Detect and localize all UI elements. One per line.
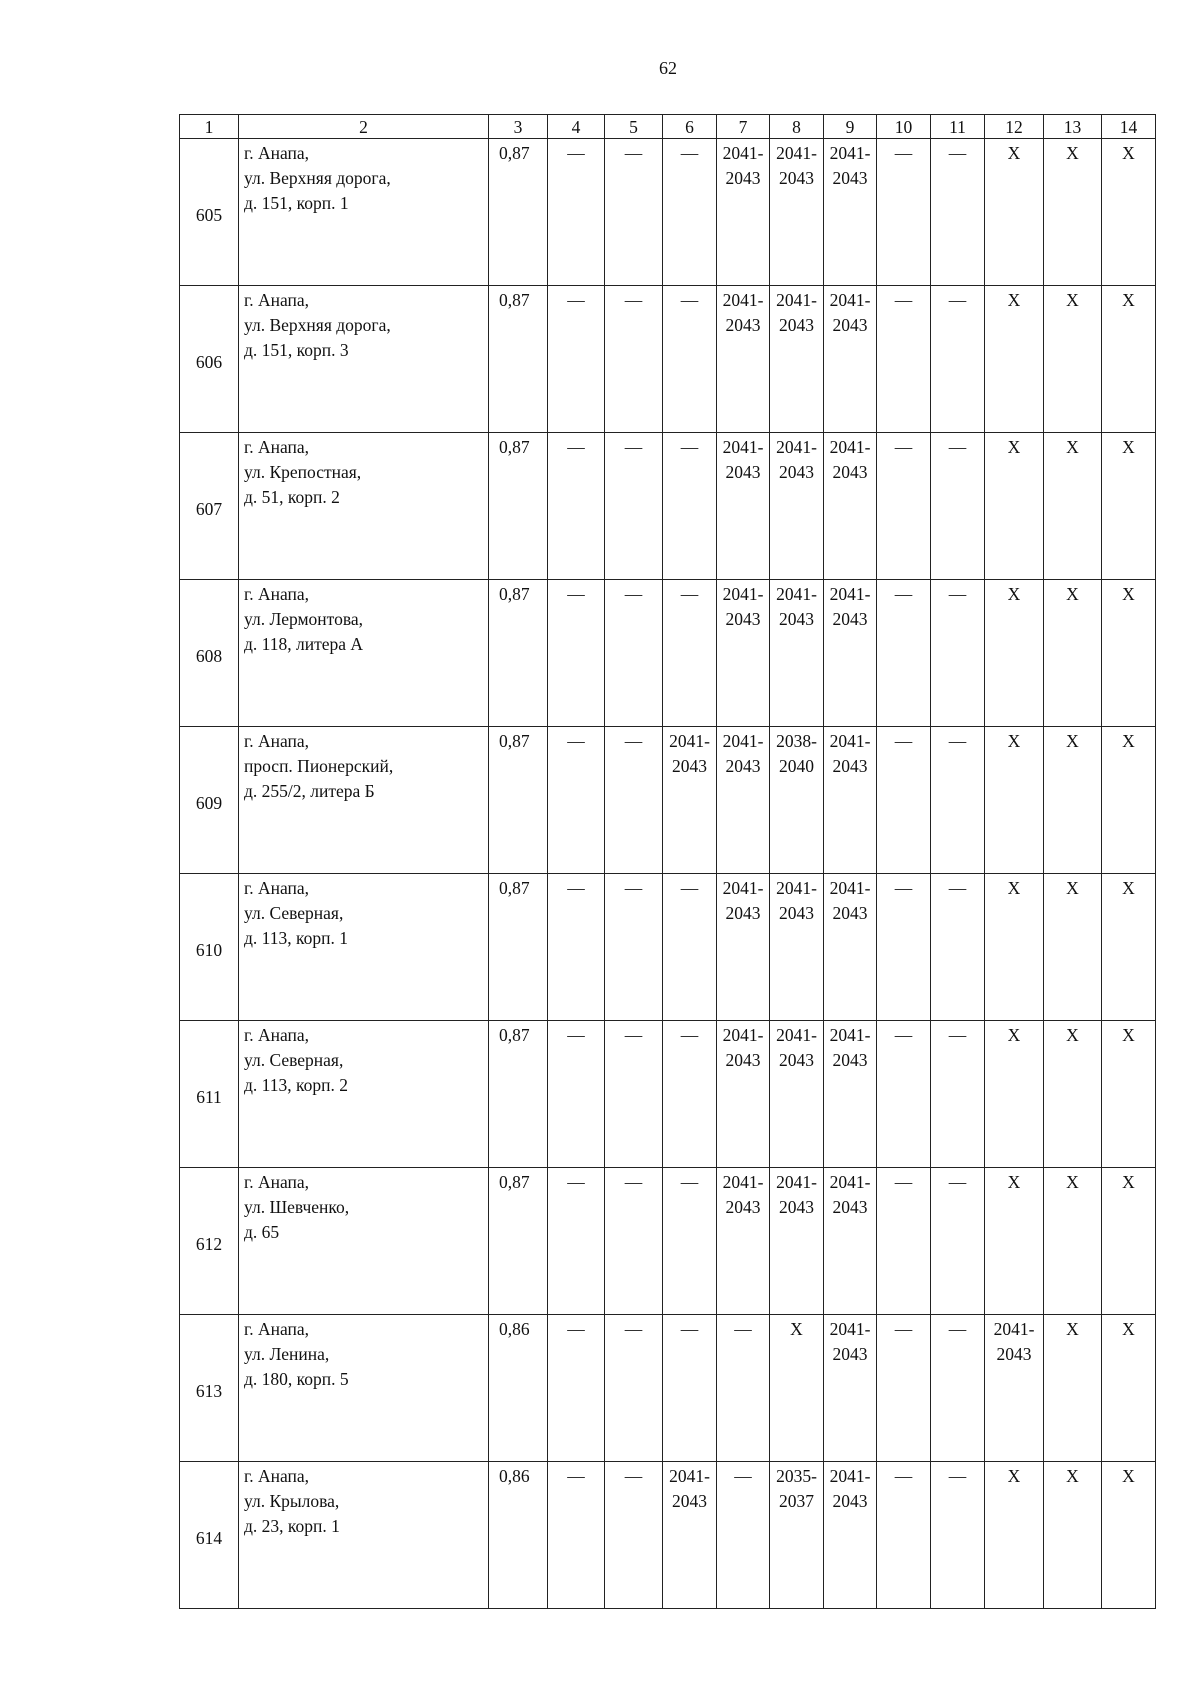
cell-col-13: X (1044, 433, 1102, 580)
row-number-cell (180, 139, 239, 286)
address-line: д. 118, литера А (244, 634, 364, 654)
cell-col-4: — (548, 1462, 605, 1609)
row-number-cell (180, 727, 239, 874)
coefficient-cell: 0,87 (489, 433, 548, 580)
cell-col-10: — (877, 1168, 931, 1315)
cell-col-6: — (663, 1021, 717, 1168)
cell-col-4: — (548, 874, 605, 1021)
address-line: просп. Пионерский, (244, 756, 394, 776)
cell-col-14: X (1102, 1168, 1156, 1315)
cell-col-8 (770, 139, 824, 286)
address-line: ул. Верхняя дорога, (244, 315, 391, 335)
cell-col-9 (824, 580, 877, 727)
cell-line: 2041- (829, 290, 871, 310)
cell-col-7 (717, 433, 770, 580)
cell-line: 2041- (829, 878, 871, 898)
cell-line: 2041- (722, 143, 764, 163)
cell-col-10: — (877, 1462, 931, 1609)
cell-col-7 (717, 580, 770, 727)
cell-col-14: X (1102, 1315, 1156, 1462)
cell-col-5: — (605, 1315, 663, 1462)
cell-col-5: — (605, 286, 663, 433)
row-number: 613 (195, 1380, 223, 1401)
cell-col-7 (717, 874, 770, 1021)
cell-col-9 (824, 1315, 877, 1462)
address-cell (239, 1021, 489, 1168)
row-number: 611 (196, 1086, 222, 1107)
cell-line: 2043 (779, 168, 814, 188)
cell-line: X (1007, 878, 1021, 898)
cell-col-12 (985, 1315, 1044, 1462)
address-cell (239, 580, 489, 727)
cell-line: 2041- (829, 584, 871, 604)
cell-line: 2043 (672, 1491, 707, 1511)
address-line: д. 255/2, литера Б (244, 781, 375, 801)
cell-col-7 (717, 286, 770, 433)
cell-col-14: X (1102, 433, 1156, 580)
cell-line: 2035- (776, 1466, 817, 1486)
cell-line: 2043 (832, 756, 868, 776)
cell-col-12 (985, 1021, 1044, 1168)
cell-col-4: — (548, 1168, 605, 1315)
cell-col-4: — (548, 433, 605, 580)
address-cell (239, 874, 489, 1021)
cell-line: 2041- (722, 290, 764, 310)
cell-col-6: — (663, 286, 717, 433)
cell-line: — (734, 1319, 752, 1339)
cell-col-10: — (877, 139, 931, 286)
cell-col-11: — (931, 727, 985, 874)
cell-line: 2038- (776, 731, 817, 751)
cell-col-9 (824, 433, 877, 580)
address-cell (239, 286, 489, 433)
cell-col-8 (770, 1021, 824, 1168)
column-number-4: 4 (548, 115, 605, 139)
cell-line: X (1007, 1466, 1021, 1486)
cell-col-7 (717, 1315, 770, 1462)
address-cell (239, 1168, 489, 1315)
cell-col-7 (717, 1462, 770, 1609)
cell-col-5: — (605, 727, 663, 874)
cell-col-12 (985, 433, 1044, 580)
address-line: г. Анапа, (244, 584, 310, 604)
cell-col-9 (824, 1168, 877, 1315)
cell-col-7 (717, 139, 770, 286)
cell-line: 2043 (832, 903, 868, 923)
address-line: ул. Крепостная, (244, 462, 362, 482)
cell-line: 2041- (829, 1025, 871, 1045)
column-number-2: 2 (239, 115, 489, 139)
cell-line: 2041- (722, 878, 764, 898)
cell-col-10: — (877, 874, 931, 1021)
row-number-cell (180, 1021, 239, 1168)
cell-line: 2043 (725, 903, 761, 923)
cell-col-11: — (931, 1021, 985, 1168)
address-line: г. Анапа, (244, 143, 310, 163)
cell-line: 2043 (832, 609, 868, 629)
address-line: г. Анапа, (244, 1025, 310, 1045)
address-line: г. Анапа, (244, 878, 310, 898)
cell-col-12 (985, 139, 1044, 286)
cell-col-12 (985, 727, 1044, 874)
row-number: 612 (195, 1233, 223, 1254)
address-line: д. 113, корп. 1 (244, 928, 348, 948)
coefficient-cell: 0,86 (489, 1462, 548, 1609)
cell-line: 2040 (779, 756, 814, 776)
cell-col-7 (717, 1168, 770, 1315)
cell-col-12 (985, 874, 1044, 1021)
cell-col-13: X (1044, 1168, 1102, 1315)
column-number-10: 10 (877, 115, 931, 139)
cell-col-14: X (1102, 580, 1156, 727)
cell-col-9 (824, 727, 877, 874)
cell-col-6: — (663, 580, 717, 727)
address-line: ул. Лермонтова, (244, 609, 363, 629)
cell-line: 2043 (832, 1344, 868, 1364)
cell-col-5: — (605, 874, 663, 1021)
cell-line: 2043 (832, 1491, 868, 1511)
coefficient-cell: 0,87 (489, 1168, 548, 1315)
cell-col-10: — (877, 286, 931, 433)
row-number-cell (180, 1462, 239, 1609)
cell-line: 2043 (832, 462, 868, 482)
cell-line: 2043 (996, 1344, 1032, 1364)
column-number-5: 5 (605, 115, 663, 139)
column-number-8: 8 (770, 115, 824, 139)
cell-line: 2041- (829, 143, 871, 163)
address-cell (239, 1315, 489, 1462)
coefficient-cell: 0,87 (489, 727, 548, 874)
cell-line: 2041- (722, 1172, 764, 1192)
cell-line: 2041- (776, 143, 817, 163)
table-row (180, 433, 1156, 580)
cell-col-7 (717, 727, 770, 874)
cell-col-11: — (931, 433, 985, 580)
cell-col-8 (770, 1315, 824, 1462)
cell-line: 2041- (776, 584, 817, 604)
address-line: д. 113, корп. 2 (244, 1075, 348, 1095)
cell-line: 2043 (725, 1197, 761, 1217)
cell-col-11: — (931, 139, 985, 286)
table-row (180, 1315, 1156, 1462)
cell-col-13: X (1044, 286, 1102, 433)
column-number-row (180, 115, 1156, 139)
cell-line: 2041- (993, 1319, 1035, 1339)
address-cell (239, 433, 489, 580)
cell-col-5: — (605, 1168, 663, 1315)
cell-col-13: X (1044, 1315, 1102, 1462)
cell-line: 2041- (669, 1466, 710, 1486)
cell-col-10: — (877, 433, 931, 580)
cell-col-14: X (1102, 286, 1156, 433)
coefficient-cell: 0,87 (489, 139, 548, 286)
cell-col-8 (770, 1462, 824, 1609)
column-number-6: 6 (663, 115, 717, 139)
row-number: 609 (195, 792, 223, 813)
address-line: г. Анапа, (244, 437, 310, 457)
cell-line: 2041- (829, 1466, 871, 1486)
cell-col-12 (985, 286, 1044, 433)
cell-col-9 (824, 1021, 877, 1168)
cell-col-4: — (548, 286, 605, 433)
address-line: ул. Северная, (244, 903, 344, 923)
cell-line: X (790, 1319, 803, 1339)
cell-line: 2037 (779, 1491, 814, 1511)
cell-line: 2041- (829, 1319, 871, 1339)
cell-col-4: — (548, 727, 605, 874)
table-row (180, 1168, 1156, 1315)
cell-line: — (734, 1466, 752, 1486)
cell-line: X (1007, 437, 1021, 457)
page-number: 62 (659, 58, 677, 78)
cell-col-13: X (1044, 139, 1102, 286)
column-number-11: 11 (931, 115, 985, 139)
address-line: ул. Шевченко, (244, 1197, 350, 1217)
address-line: ул. Ленина, (244, 1344, 330, 1364)
cell-col-6: — (663, 874, 717, 1021)
cell-line: 2041- (776, 290, 817, 310)
address-line: д. 65 (244, 1222, 280, 1242)
cell-line: 2041- (776, 437, 817, 457)
cell-line: 2041- (722, 437, 764, 457)
coefficient-cell: 0,87 (489, 874, 548, 1021)
cell-col-6: — (663, 1168, 717, 1315)
cell-line: 2043 (725, 315, 761, 335)
cell-line: 2043 (779, 903, 814, 923)
cell-line: 2041- (776, 1172, 817, 1192)
address-line: г. Анапа, (244, 290, 310, 310)
cell-col-14: X (1102, 1462, 1156, 1609)
cell-line: 2041- (829, 437, 871, 457)
cell-col-13: X (1044, 727, 1102, 874)
cell-line: 2041- (722, 1025, 764, 1045)
cell-line: 2043 (779, 462, 814, 482)
cell-line: 2043 (779, 609, 814, 629)
cell-col-5: — (605, 1462, 663, 1609)
cell-col-10: — (877, 580, 931, 727)
cell-col-9 (824, 286, 877, 433)
cell-col-6: — (663, 1315, 717, 1462)
column-number-12: 12 (985, 115, 1044, 139)
row-number-cell (180, 874, 239, 1021)
table-row (180, 580, 1156, 727)
column-number-7: 7 (717, 115, 770, 139)
row-number: 607 (195, 498, 223, 519)
address-cell (239, 727, 489, 874)
cell-col-7 (717, 1021, 770, 1168)
cell-col-4: — (548, 139, 605, 286)
cell-line: X (1007, 1172, 1021, 1192)
cell-line: 2041- (669, 731, 710, 751)
address-line: д. 151, корп. 1 (244, 193, 349, 213)
address-cell (239, 139, 489, 286)
cell-col-14: X (1102, 139, 1156, 286)
address-line: ул. Северная, (244, 1050, 344, 1070)
cell-col-14: X (1102, 1021, 1156, 1168)
cell-col-11: — (931, 1462, 985, 1609)
cell-line: 2041- (829, 731, 871, 751)
row-number: 608 (195, 645, 223, 666)
cell-line: 2043 (725, 756, 761, 776)
address-line: д. 23, корп. 1 (244, 1516, 340, 1536)
cell-col-9 (824, 1462, 877, 1609)
cell-col-12 (985, 1462, 1044, 1609)
address-line: д. 51, корп. 2 (244, 487, 340, 507)
cell-col-6 (663, 1462, 717, 1609)
row-number-cell (180, 1315, 239, 1462)
cell-line: 2043 (779, 1050, 814, 1070)
cell-col-8 (770, 874, 824, 1021)
cell-col-4: — (548, 1315, 605, 1462)
cell-col-8 (770, 1168, 824, 1315)
table-row (180, 727, 1156, 874)
cell-line: 2043 (725, 609, 761, 629)
table-row (180, 139, 1156, 286)
table-row (180, 874, 1156, 1021)
cell-line: 2043 (832, 315, 868, 335)
cell-col-4: — (548, 1021, 605, 1168)
cell-col-11: — (931, 580, 985, 727)
row-number: 610 (195, 939, 223, 960)
cell-col-13: X (1044, 1021, 1102, 1168)
cell-line: X (1007, 1025, 1021, 1045)
cell-line: 2043 (725, 1050, 761, 1070)
cell-col-5: — (605, 580, 663, 727)
cell-col-10: — (877, 1021, 931, 1168)
cell-line: 2041- (829, 1172, 871, 1192)
cell-col-6 (663, 727, 717, 874)
table-row (180, 286, 1156, 433)
column-number-13: 13 (1044, 115, 1102, 139)
address-line: г. Анапа, (244, 1172, 310, 1192)
cell-line: 2041- (722, 584, 764, 604)
cell-col-9 (824, 139, 877, 286)
row-number-cell (180, 433, 239, 580)
row-number: 614 (195, 1527, 223, 1548)
cell-col-8 (770, 433, 824, 580)
address-line: г. Анапа, (244, 1319, 310, 1339)
cell-col-6: — (663, 433, 717, 580)
address-line: г. Анапа, (244, 731, 310, 751)
cell-line: X (1007, 143, 1021, 163)
cell-line: 2043 (832, 1050, 868, 1070)
cell-col-8 (770, 727, 824, 874)
cell-line: 2043 (832, 1197, 868, 1217)
cell-col-12 (985, 580, 1044, 727)
cell-line: 2043 (725, 462, 761, 482)
cell-line: X (1007, 584, 1021, 604)
column-number-3: 3 (489, 115, 548, 139)
cell-col-11: — (931, 1168, 985, 1315)
cell-col-4: — (548, 580, 605, 727)
coefficient-cell: 0,87 (489, 286, 548, 433)
registry-table (179, 114, 1156, 1609)
coefficient-cell: 0,87 (489, 1021, 548, 1168)
coefficient-cell: 0,87 (489, 580, 548, 727)
cell-line: 2043 (779, 1197, 814, 1217)
column-number-1: 1 (180, 115, 239, 139)
cell-col-10: — (877, 727, 931, 874)
cell-col-9 (824, 874, 877, 1021)
cell-line: X (1007, 290, 1021, 310)
table-row (180, 1021, 1156, 1168)
cell-col-11: — (931, 874, 985, 1021)
cell-col-13: X (1044, 874, 1102, 1021)
address-line: г. Анапа, (244, 1466, 310, 1486)
column-number-9: 9 (824, 115, 877, 139)
row-number: 606 (195, 351, 223, 372)
cell-col-13: X (1044, 1462, 1102, 1609)
cell-col-12 (985, 1168, 1044, 1315)
cell-line: 2043 (725, 168, 761, 188)
cell-col-8 (770, 286, 824, 433)
cell-line: 2043 (832, 168, 868, 188)
row-number: 605 (195, 204, 223, 225)
cell-col-11: — (931, 1315, 985, 1462)
address-line: д. 180, корп. 5 (244, 1369, 349, 1389)
row-number-cell (180, 1168, 239, 1315)
cell-line: 2041- (776, 878, 817, 898)
cell-line: 2043 (672, 756, 707, 776)
cell-col-8 (770, 580, 824, 727)
cell-col-13: X (1044, 580, 1102, 727)
address-cell (239, 1462, 489, 1609)
cell-line: 2043 (779, 315, 814, 335)
row-number-cell (180, 286, 239, 433)
row-number-cell (180, 580, 239, 727)
cell-col-5: — (605, 1021, 663, 1168)
cell-line: X (1007, 731, 1021, 751)
cell-line: 2041- (722, 731, 764, 751)
coefficient-cell: 0,86 (489, 1315, 548, 1462)
cell-col-14: X (1102, 874, 1156, 1021)
column-number-14: 14 (1102, 115, 1156, 139)
address-line: ул. Верхняя дорога, (244, 168, 391, 188)
table-body (180, 115, 1156, 1609)
address-line: д. 151, корп. 3 (244, 340, 349, 360)
cell-col-6: — (663, 139, 717, 286)
cell-col-5: — (605, 139, 663, 286)
cell-col-11: — (931, 286, 985, 433)
table-row (180, 1462, 1156, 1609)
cell-col-10: — (877, 1315, 931, 1462)
cell-col-5: — (605, 433, 663, 580)
cell-col-14: X (1102, 727, 1156, 874)
address-line: ул. Крылова, (244, 1491, 340, 1511)
cell-line: 2041- (776, 1025, 817, 1045)
